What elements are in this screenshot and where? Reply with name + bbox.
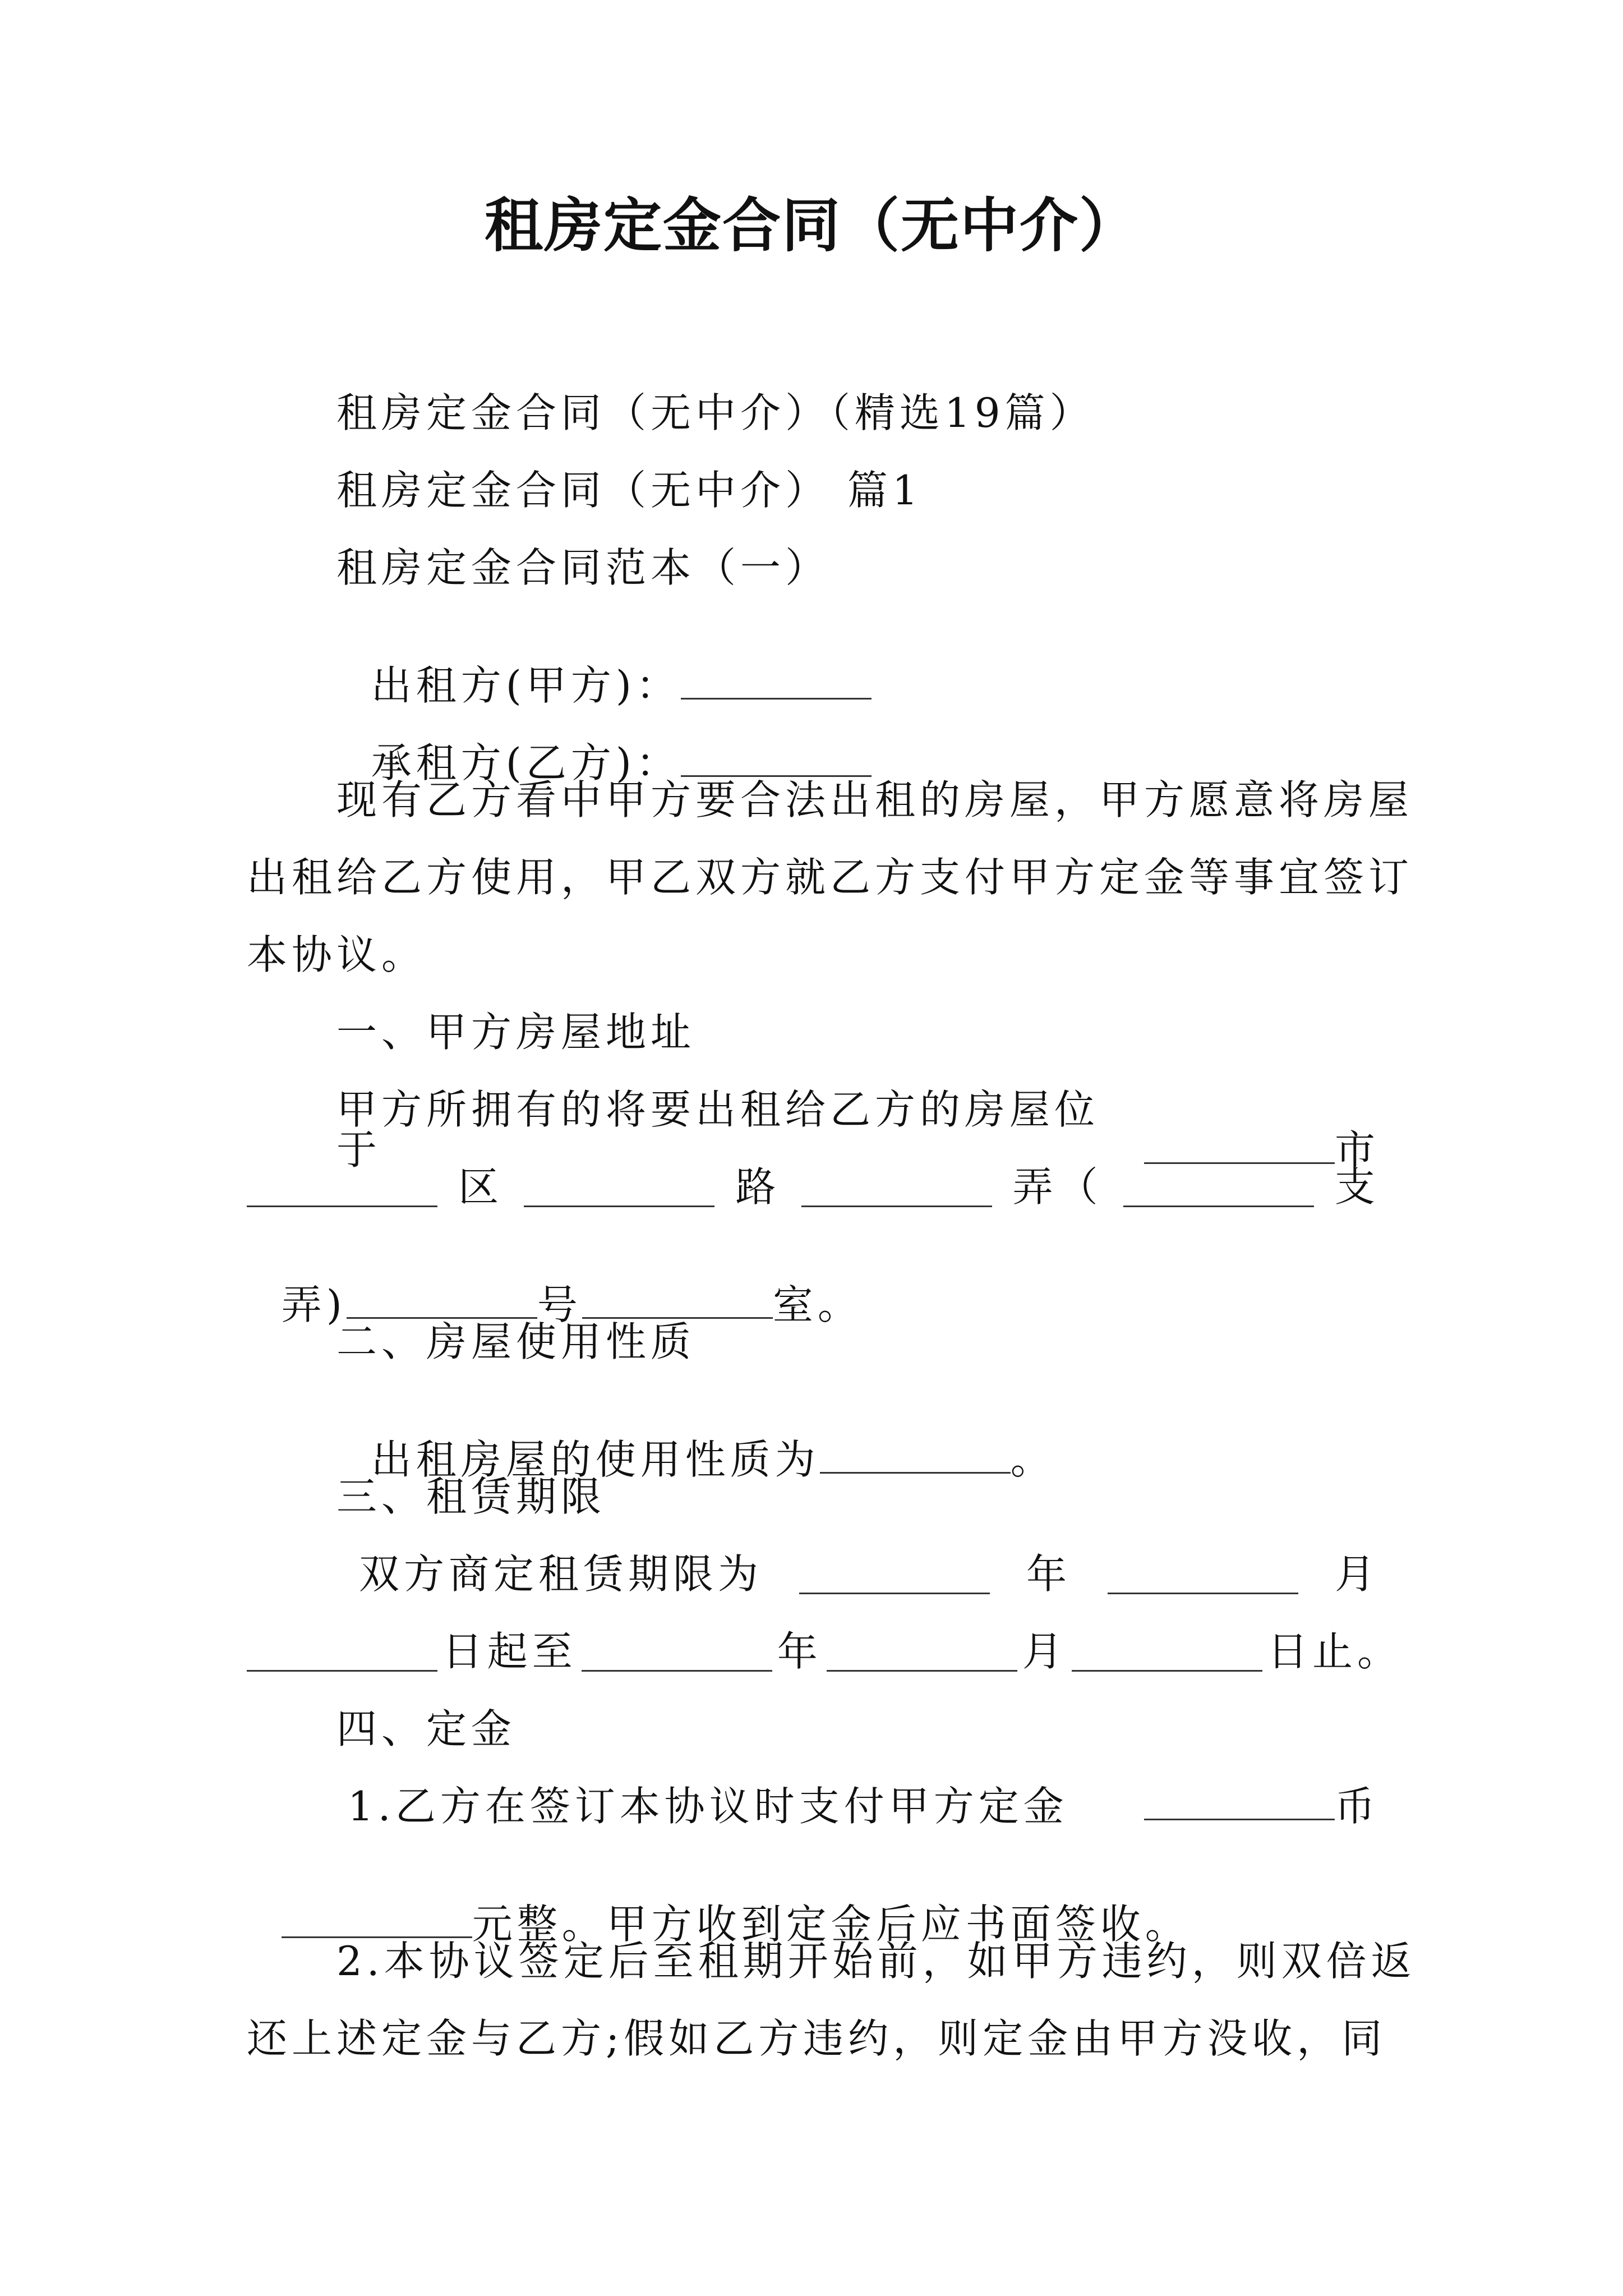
sec4-item1-line-2 xyxy=(0,1864,1623,1948)
sec3-year: 年 xyxy=(1026,1550,1071,1598)
road-blank[interactable] xyxy=(524,1173,714,1207)
city-blank[interactable] xyxy=(1144,1130,1335,1164)
lessor-line xyxy=(0,625,1623,709)
branch-blank[interactable] xyxy=(1123,1173,1314,1207)
lane-blank[interactable] xyxy=(801,1173,992,1207)
start-month-blank[interactable] xyxy=(1108,1560,1298,1594)
sec1-line-3 xyxy=(0,1244,1623,1328)
district-blank[interactable] xyxy=(247,1173,437,1207)
sec3-line-2 xyxy=(247,1628,1402,1675)
section-heading: 租房定金合同（无中介） 篇1 xyxy=(336,467,923,514)
sec2-line xyxy=(0,1399,1623,1483)
end-year-blank[interactable] xyxy=(582,1637,772,1672)
start-day-blank[interactable] xyxy=(247,1637,437,1672)
sec4-item1-lead: 1.乙方在签订本协议时支付甲方定金 xyxy=(348,1783,1068,1830)
amount-blank[interactable] xyxy=(282,1904,472,1938)
sec3-line-1 xyxy=(359,1550,1380,1598)
sec4-item1-tail: 元整。甲方收到定金后应书面签收。 xyxy=(472,1901,1190,1948)
sec3-heading: 三、租赁期限 xyxy=(336,1473,606,1520)
lessor-label: 出租方(甲方)： xyxy=(371,662,681,709)
start-year-blank[interactable] xyxy=(799,1560,990,1594)
lessee-blank[interactable] xyxy=(681,743,872,777)
document-subtitle: 租房定金合同（无中介）（精选19篇） xyxy=(336,389,1095,436)
lane-label: 弄（ xyxy=(1012,1163,1103,1211)
district-label: 区 xyxy=(458,1163,504,1211)
sec2-heading: 二、房屋使用性质 xyxy=(336,1318,696,1365)
sec1-lead: 甲方所拥有的将要出租给乙方的房屋位于 xyxy=(336,1086,1100,1174)
sec4-heading: 四、定金 xyxy=(336,1705,517,1752)
room-blank[interactable] xyxy=(582,1285,773,1319)
currency-blank[interactable] xyxy=(1144,1786,1335,1820)
sec3-lead: 双方商定租赁期限为 xyxy=(359,1550,763,1598)
sec1-line-1 xyxy=(336,1086,1380,1174)
sec1-line-2 xyxy=(247,1163,1380,1211)
number-blank[interactable] xyxy=(347,1285,537,1319)
sec1-heading: 一、甲方房屋地址 xyxy=(336,1009,696,1056)
branch-label: 支 xyxy=(1334,1163,1380,1211)
intro-line-1: 现有乙方看中甲方要合法出租的房屋，甲方愿意将房屋 xyxy=(336,776,1414,823)
lessor-blank[interactable] xyxy=(681,665,872,700)
sec2-text: 出租房屋的使用性质为 xyxy=(371,1436,820,1483)
intro-line-2: 出租给乙方使用，甲乙双方就乙方支付甲方定金等事宜签订 xyxy=(247,854,1414,901)
branch-close-label: 弄) xyxy=(281,1281,347,1328)
city-label: 市 xyxy=(1334,1126,1380,1174)
document-title: 租房定金合同（无中介） xyxy=(484,191,1138,260)
sample-heading: 租房定金合同范本（一） xyxy=(336,544,831,591)
sec3-day-from: 日起至 xyxy=(442,1628,577,1675)
sec3-day-end: 日止。 xyxy=(1267,1628,1402,1675)
sec2-end: 。 xyxy=(1010,1436,1055,1483)
end-day-blank[interactable] xyxy=(1072,1637,1262,1672)
sec4-item1-line-1 xyxy=(348,1783,1380,1830)
sec3-year-2: 年 xyxy=(777,1628,822,1675)
sec4-item2-line-2: 还上述定金与乙方;假如乙方违约，则定金由甲方没收，同 xyxy=(247,2015,1387,2062)
room-label: 室。 xyxy=(772,1281,863,1328)
sec3-month-2: 月 xyxy=(1022,1628,1067,1675)
number-label: 号 xyxy=(537,1281,582,1328)
sec3-month: 月 xyxy=(1334,1550,1380,1598)
lessee-line xyxy=(0,702,1623,786)
sec4-currency: 币 xyxy=(1334,1783,1380,1830)
road-label: 路 xyxy=(735,1163,781,1211)
intro-line-3: 本协议。 xyxy=(247,931,427,978)
lessee-label: 承租方(乙方)： xyxy=(371,739,681,786)
usage-blank[interactable] xyxy=(820,1439,1011,1474)
end-month-blank[interactable] xyxy=(827,1637,1017,1672)
sec4-item2-line-1: 2.本协议签定后至租期开始前，如甲方违约，则双倍返 xyxy=(336,1938,1416,1985)
